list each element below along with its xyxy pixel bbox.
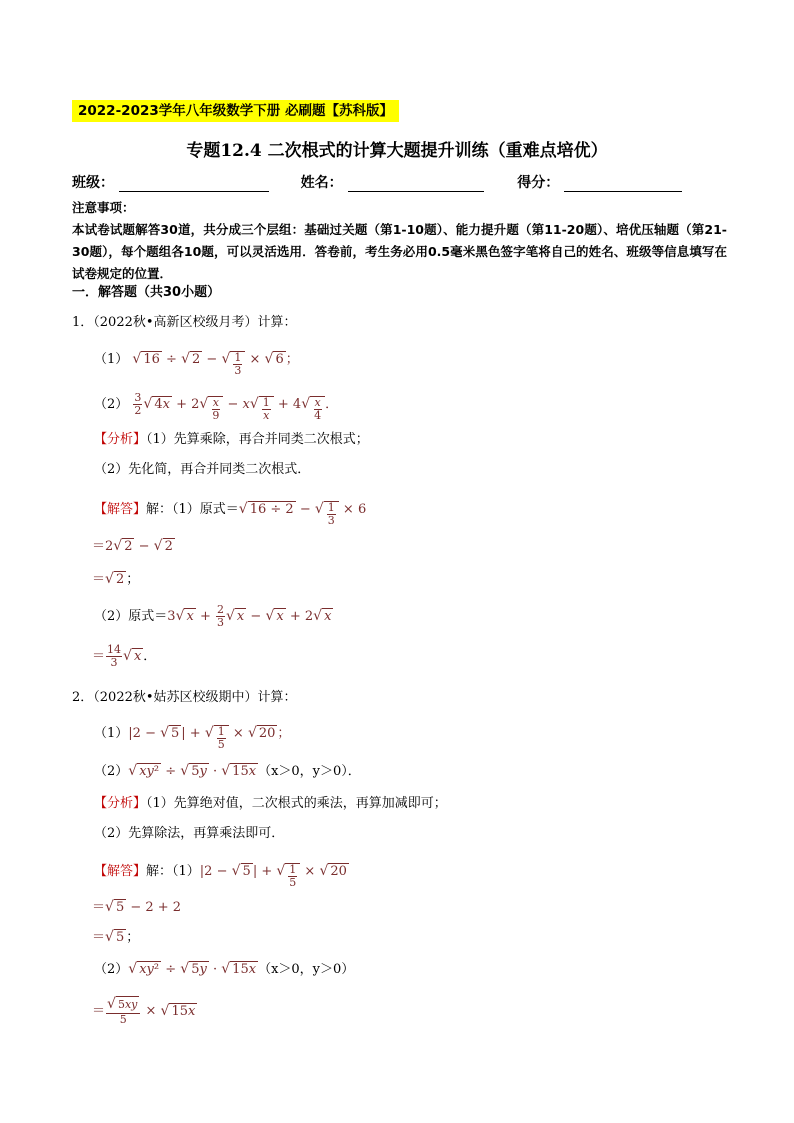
score-field[interactable] bbox=[564, 177, 682, 192]
q1-answer-tag: 【解答】 bbox=[94, 502, 147, 517]
q2-part2: （2） √ xy² ÷ √ 5y · √ 15x （x＞0，y＞0）． bbox=[94, 763, 361, 779]
q1-step1: ＝2 √ 2 − √ 2 bbox=[92, 538, 173, 554]
score-label: 得分： bbox=[517, 175, 560, 191]
page-title: 专题12.4 二次根式的计算大题提升训练（重难点培优） bbox=[186, 141, 608, 161]
q1-answer-prefix: 解：（1）原式＝ bbox=[146, 502, 239, 517]
q2-part1: （1）|2 − √ 5 | + √ $\frac{1}{5}$ × √ 20 ； bbox=[94, 725, 291, 751]
notice-heading: 注意事项： bbox=[72, 200, 135, 215]
class-field[interactable] bbox=[119, 177, 269, 192]
name-field[interactable] bbox=[348, 177, 484, 192]
q1-step2: ＝ √ 2 ； bbox=[92, 571, 140, 587]
q1-answer1: 【解答】解：（1）原式＝ √ 16 ÷ 2 − √ $\frac{1}{3}$ × 6 bbox=[94, 501, 367, 527]
name-label: 姓名： bbox=[300, 175, 343, 191]
q1-stem: 1．（2022秋•高新区校级月考）计算： bbox=[72, 315, 297, 330]
student-info-row bbox=[72, 172, 682, 192]
class-label: 班级： bbox=[72, 175, 114, 191]
q1-answer2: （2）原式＝3 √ x + $\frac{2}{3}$ √ x − √ x + 2 √ x bbox=[94, 603, 332, 629]
q2-stem: 2．（2022秋•姑苏区校级期中）计算： bbox=[72, 690, 297, 705]
q1-analysis1-text: （1）先算乘除，再合并同类二次根式； bbox=[146, 432, 369, 447]
q2-part2-label: （2） bbox=[94, 764, 129, 779]
q1-result2: ＝ $\frac{14}{3}$ √ x ． bbox=[92, 643, 157, 669]
q1-part2-label: （2） bbox=[94, 397, 129, 412]
q1-part1: （1） √ 16 ÷ √ 2 − √ $\frac{1}{3}$ × √ 6 ； bbox=[94, 351, 299, 377]
q1-part2: （2） $\frac{3}{2}$ √ 4x + 2 √ $\frac{x}{9}$ − x √ $\frac{1}{x}$ + 4 √ $\frac{x}{4}$ ． bbox=[94, 391, 339, 422]
q2-analysis-tag: 【分析】 bbox=[94, 796, 147, 811]
q2-step1: ＝ √ 5 − 2 + 2 bbox=[92, 899, 182, 915]
q2-p2-answer-prefix: （2） bbox=[94, 962, 129, 977]
q2-answer-prefix: 解：（1） bbox=[146, 864, 200, 879]
q2-answer2: （2） √ xy² ÷ √ 5y · √ 15x （x＞0，y＞0） bbox=[94, 961, 355, 977]
q1-analysis1 bbox=[94, 430, 369, 450]
q2-part1-label: （1） bbox=[94, 726, 129, 741]
q2-analysis2: （2）先算除法，再算乘法即可． bbox=[94, 826, 285, 841]
q2-condition2: （x＞0，y＞0） bbox=[258, 962, 355, 977]
notice-block bbox=[72, 197, 727, 285]
q1-p2-answer-prefix: （2）原式＝ bbox=[94, 609, 168, 624]
q1-analysis-tag: 【分析】 bbox=[94, 432, 147, 447]
q1-analysis2: （2）先化简，再合并同类二次根式． bbox=[94, 462, 311, 477]
q2-answer1: 【解答】解：（1）|2 − √ 5 | + √ $\frac{1}{5}$ × √ 20 bbox=[94, 863, 347, 889]
section-heading: 一．解答题（共30小题） bbox=[72, 285, 221, 300]
q2-answer-tag: 【解答】 bbox=[94, 864, 147, 879]
series-banner: 2022-2023学年八年级数学下册 必刷题【苏科版】 bbox=[72, 100, 399, 122]
q1-part1-label: （1） bbox=[94, 352, 129, 367]
q2-step3: ＝ √ 5xy 5 × √ 15x bbox=[92, 996, 196, 1026]
notice-body: 本试卷试题解答30道，共分成三个层组：基础过关题（第1-10题）、能力提升题（第11-20题）、培优压轴题（第21-30题），每个题组各10题，可以灵活选用．答卷前，考生务必用0.5毫米黑色签字笔将自己的姓名、班级等信息填写在试卷规定的位置． bbox=[72, 222, 727, 281]
q2-condition: （x＞0，y＞0）． bbox=[258, 764, 361, 779]
q2-analysis1 bbox=[94, 794, 447, 814]
q2-analysis1-text: （1）先算绝对值，二次根式的乘法，再算加减即可； bbox=[146, 796, 447, 811]
q2-step2: ＝ √ 5 ； bbox=[92, 929, 140, 945]
